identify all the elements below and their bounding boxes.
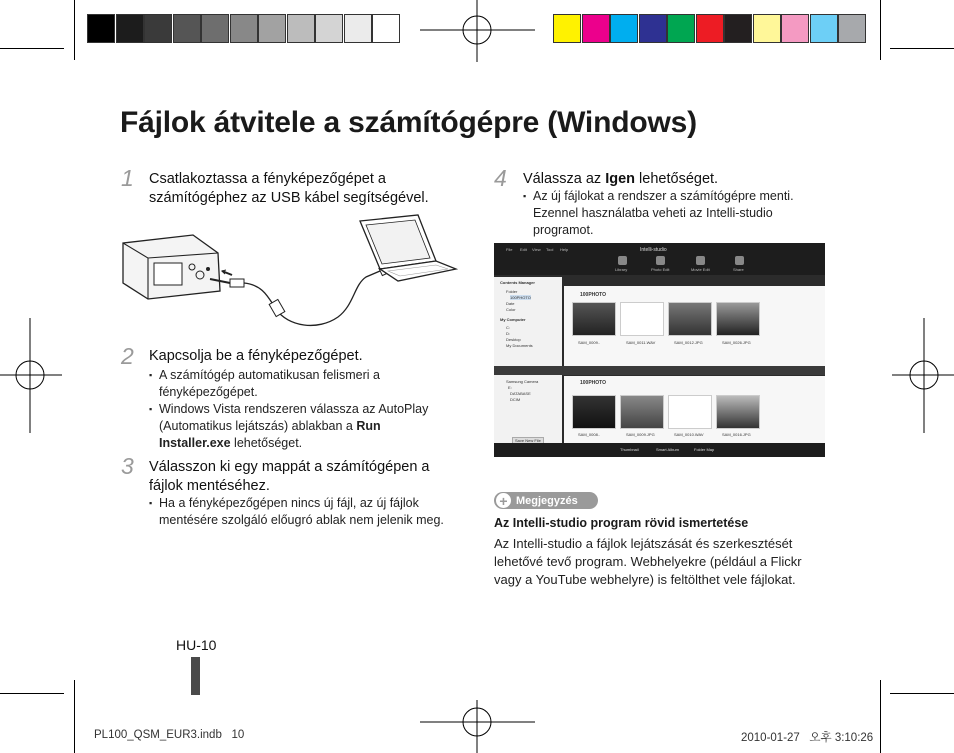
color-bar-swatch bbox=[667, 14, 695, 43]
note-body: Az Intelli-studio a fájlok lejátszását és szerkesztését lehetővé tevő program. Webhelyekre (például a Flickr vagy a YouTube webhelyre) is feltölthet vele fájlokat. bbox=[494, 536, 802, 587]
tree1-date: Date bbox=[506, 301, 515, 306]
step-3-text: Válasszon ki egy mappát a számítógépen a fájlok mentéséhez. bbox=[149, 459, 430, 494]
step-2-bullets bbox=[149, 367, 439, 452]
gray-bar-swatch bbox=[116, 14, 144, 43]
toolbar-icon-movie-edit bbox=[696, 256, 705, 265]
page-side-tab bbox=[191, 657, 200, 695]
gray-bar-swatch bbox=[201, 14, 229, 43]
color-bar-swatch bbox=[553, 14, 581, 43]
bottom-folder-map: Folder Map bbox=[694, 447, 715, 452]
step-number-4: 4 bbox=[494, 165, 507, 191]
registration-mark-bottom bbox=[420, 700, 535, 753]
thumb-1-3-label: SAM_0012.JPG bbox=[674, 340, 703, 345]
step-2-bullet-1: ▪ A számítógép automatikusan felismeri a fényképezőgépet. bbox=[149, 367, 439, 401]
registration-mark-left bbox=[0, 318, 62, 433]
tree1-drive-d: D: bbox=[506, 331, 510, 336]
thumb-2-2 bbox=[620, 395, 664, 429]
menu-edit: Edit bbox=[520, 247, 527, 252]
tree1-documents: My Documents bbox=[506, 343, 533, 348]
thumb-2-4-label: SAM_0016.JPG bbox=[722, 432, 751, 437]
registration-mark-top bbox=[420, 0, 535, 62]
footer-timestamp: 2010-01-27 오후 3:10:26 bbox=[741, 732, 874, 744]
step-1-text: Csatlakoztassa a fényképezőgépet a számítógéphez az USB kábel segítségével. bbox=[149, 171, 429, 206]
step-4-text-b: lehetőséget. bbox=[635, 171, 719, 187]
tree1-computer: My Computer bbox=[500, 317, 526, 322]
tree1-desktop: Desktop bbox=[506, 337, 521, 342]
gray-bar-swatch bbox=[372, 14, 400, 43]
color-bar-swatch bbox=[781, 14, 809, 43]
app-main-panel-2 bbox=[564, 376, 825, 444]
color-bar-swatch bbox=[838, 14, 866, 43]
note-badge-label: Megjegyzés bbox=[516, 494, 578, 507]
gray-bar-swatch bbox=[315, 14, 343, 43]
toolbar-icon-photo-edit bbox=[656, 256, 665, 265]
camera-usb-laptop-illustration bbox=[118, 213, 458, 338]
app-title: Intelli-studio bbox=[640, 247, 667, 253]
toolbar-library: Library bbox=[615, 267, 628, 272]
step-3-bullet-1: ▪ Ha a fényképezőgépen nincs új fájl, az új fájlok mentésére szolgáló előugró ablak nem jelenik meg. bbox=[149, 495, 449, 529]
save-new-file-button: Save New File bbox=[512, 437, 544, 444]
color-bar-swatch bbox=[639, 14, 667, 43]
gray-bar-swatch bbox=[144, 14, 172, 43]
thumb-1-2 bbox=[620, 302, 664, 336]
gray-bar-swatch bbox=[258, 14, 286, 43]
thumb-1-1 bbox=[572, 302, 616, 336]
step-3-bullets bbox=[149, 495, 449, 529]
tree1-folder: Folder bbox=[506, 289, 518, 294]
thumb-1-4-label: SAM_0026.JPG bbox=[722, 340, 751, 345]
step-number-1: 1 bbox=[121, 165, 134, 191]
step-number-3: 3 bbox=[121, 453, 134, 479]
menu-file: File bbox=[506, 247, 513, 252]
color-bar-swatch bbox=[724, 14, 752, 43]
tree2-camera: Samsung Camera bbox=[506, 379, 539, 384]
app-main-panel-1 bbox=[564, 286, 825, 366]
igen-label: Igen bbox=[605, 171, 636, 187]
camera-icon bbox=[123, 235, 220, 299]
bottom-smart-album: Smart Album bbox=[656, 447, 679, 452]
tree1-header: Contents Manager bbox=[500, 280, 535, 285]
thumb-1-2-label: SAM_0011.WAV bbox=[626, 340, 656, 345]
page-number: HU-10 bbox=[176, 637, 217, 653]
gray-bar-swatch bbox=[287, 14, 315, 43]
tree2-drive-e: E: bbox=[508, 385, 512, 390]
toolbar-photo-edit: Photo Edit bbox=[651, 267, 670, 272]
gray-bar-swatch bbox=[173, 14, 201, 43]
gray-bar-swatch bbox=[344, 14, 372, 43]
color-bar-swatch bbox=[810, 14, 838, 43]
page-title: Fájlok átvitele a számítógépre (Windows) bbox=[120, 106, 697, 139]
tree2-dcim: DCIM bbox=[510, 397, 521, 402]
section1-title: 100PHOTO bbox=[580, 292, 607, 298]
step-number-2: 2 bbox=[121, 343, 134, 369]
app-bottom-bar bbox=[494, 443, 825, 457]
step-4-text-a: Válassza az bbox=[523, 171, 606, 187]
registration-mark-right bbox=[892, 318, 954, 433]
thumb-2-2-label: SAM_0009.JPG bbox=[626, 432, 655, 437]
tree1-drive-c: C: bbox=[506, 325, 510, 330]
footer-file-info: PL100_QSM_EUR3.indb 10 bbox=[94, 729, 245, 741]
step-4-bullets bbox=[523, 188, 823, 239]
thumb-1-1-label: SAM_0009.. bbox=[578, 340, 601, 345]
color-bar-swatch bbox=[610, 14, 638, 43]
step-2-bullet-2-suffix: lehetőséget. bbox=[230, 436, 303, 450]
tree2-database: DATABASE bbox=[510, 391, 531, 396]
thumb-1-4 bbox=[716, 302, 760, 336]
plus-icon: + bbox=[496, 493, 511, 508]
thumb-2-1-label: SAM_0008.. bbox=[578, 432, 601, 437]
gray-bar-swatch bbox=[87, 14, 115, 43]
run-installer-label: Run Installer.exe bbox=[159, 419, 381, 450]
menu-tool: Tool bbox=[546, 247, 554, 252]
bottom-thumbnail: Thumbnail bbox=[620, 447, 639, 452]
tree1-100photo: 100PHOTO bbox=[510, 295, 531, 300]
thumb-2-3-label: SAM_0010.WAV bbox=[674, 432, 704, 437]
menu-view: View bbox=[532, 247, 541, 252]
step-4-text bbox=[523, 170, 823, 189]
menu-help: Help bbox=[560, 247, 569, 252]
app-menubar bbox=[494, 243, 825, 275]
tree1-color: Color bbox=[506, 307, 516, 312]
thumb-1-3 bbox=[668, 302, 712, 336]
step-2-text: Kapcsolja be a fényképezőgépet. bbox=[149, 348, 363, 364]
section2-title: 100PHOTO bbox=[580, 380, 607, 386]
gray-bar-swatch bbox=[230, 14, 258, 43]
thumb-2-1 bbox=[572, 395, 616, 429]
toolbar-icon-share bbox=[735, 256, 744, 265]
color-bar-swatch bbox=[696, 14, 724, 43]
thumb-2-4 bbox=[716, 395, 760, 429]
thumb-2-3 bbox=[668, 395, 712, 429]
toolbar-share: Share bbox=[733, 267, 744, 272]
usb-cable-icon bbox=[210, 262, 395, 325]
toolbar-movie-edit: Movie Edit bbox=[691, 267, 710, 272]
note-title: Az Intelli-studio program rövid ismertetése bbox=[494, 516, 749, 530]
laptop-icon bbox=[360, 215, 456, 281]
step-2-bullet-2-text: Windows Vista rendszeren válassza az AutoPlay (Automatikus lejátszás) ablakban a bbox=[159, 402, 429, 433]
intelli-studio-screenshot bbox=[494, 243, 825, 457]
note-badge bbox=[494, 492, 598, 509]
color-bar-swatch bbox=[582, 14, 610, 43]
step-2-bullet-2 bbox=[149, 401, 439, 452]
color-bar-swatch bbox=[753, 14, 781, 43]
step-4-bullet-1: ▪ Az új fájlokat a rendszer a számítógépre menti. Ezennel használatba veheti az Intelli-studio programot. bbox=[523, 188, 823, 239]
toolbar-icon-library bbox=[618, 256, 627, 265]
app-divider-bar bbox=[494, 366, 825, 375]
